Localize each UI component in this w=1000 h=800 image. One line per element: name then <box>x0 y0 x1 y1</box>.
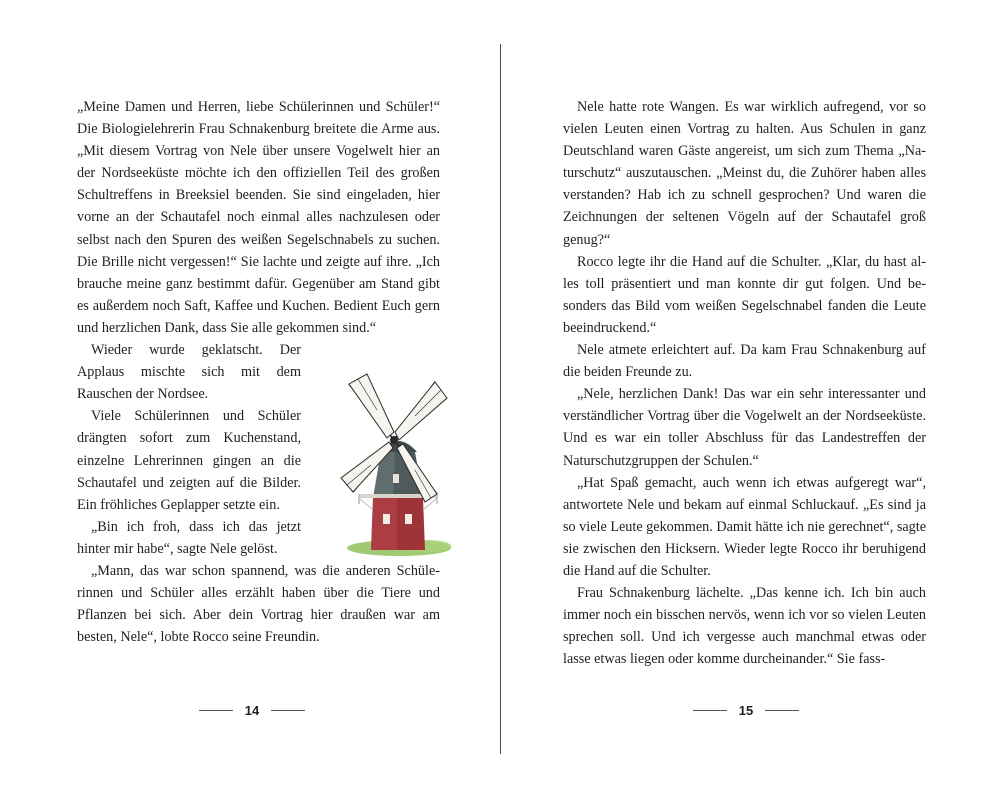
paragraph: Frau Schnakenburg lächelte. „Das kenne ich. Ich bin auch immer noch ein bisschen nervös, wenn ich vor so vielen Leuten sprechen soll. Und ich vergesse auch manchmal etwas oder lasse etwas liegen oder komme durcheinander.“ Sie fass- <box>563 585 926 668</box>
page-number-right <box>681 700 811 720</box>
paragraph: „Nele, herzlichen Dank! Das war ein sehr interessanter und verständlicher Vortrag über die Vogelwelt an der Nordseeküste. Und es war ein toller Abschluss für das Landestreffen der Naturschutzgruppen der Schulen.“ <box>563 386 926 469</box>
folio-rule <box>199 710 233 711</box>
paragraph: „Bin ich froh, dass ich das jetzt hinter mir habe“, sagte Nele gelöst. <box>77 518 301 557</box>
windmill-icon <box>337 370 457 560</box>
paragraph: Viele Schülerinnen und Schüler drängten sofort zum Kuchenstand, einzelne Lehrerinnen gingen an die Schautafel und zeigten auf die Bilder. Ein fröhliches Geplapper setzte ein. <box>77 408 301 513</box>
paragraph: Nele hatte rote Wangen. Es war wirklich aufregend, vor so vielen Leuten einen Vortrag zu halten. Aus Schulen in ganz Deutschland waren Gäste angereist, um sich zum Thema „Naturschutz“ auszutauschen. „Meinst du, die Zuhörer haben alles verstanden? Hab ich zu schnell gesprochen? Und waren die Zeichnungen der seltenen Vögeln auf der Schautafel groß genug?“ <box>563 99 926 248</box>
page-number: 14 <box>244 702 260 718</box>
folio-rule <box>693 710 727 711</box>
paragraph: Wieder wurde geklatscht. Der Applaus mischte sich mit dem Rauschen der Nordsee. <box>77 342 301 403</box>
paragraph: „Meine Damen und Herren, liebe Schülerinnen und Schüler!“ Die Biologielehrerin Frau Schnakenburg breitete die Arme aus. „Mit diesem Vortrag von Nele über unsere Vogelwelt hier an der Nordseeküste möchte ich den offiziellen Teil des großen Schultreffens in Breeksiel beenden. Sie sind eingeladen, hier vorne an der Schautafel noch einmal alles nachzulesen oder selbst nach den Spuren des weißen Segelschnabels zu suchen. Die Brille nicht vergessen!“ Sie lachte und zeigte auf ihre. „Ich brauche meine ganz bestimmt dafür. Gegenüber am Stand gibt es außerdem noch Saft, Kaffee und Kuchen. Bedient Euch gern und herzlichen Dank, dass Sie alle gekommen sind.“ <box>77 99 440 336</box>
paragraph: „Hat Spaß gemacht, auch wenn ich etwas aufgeregt war“, antwortete Nele und bekam auf einmal Schluckauf. „Es sind ja so viele Leute gekommen. Damit hätte ich nie gerechnet“, sagte sie zwischen den Hicksern. Wieder legte Rocco ihr beruhigend die Hand auf die Schulter. <box>563 474 926 579</box>
folio-rule <box>271 710 305 711</box>
left-page <box>77 96 440 648</box>
page-number-left <box>187 700 317 720</box>
paragraph: Rocco legte ihr die Hand auf die Schulter. „Klar, du hast alles toll präsentiert und man konnte dir gut folgen. Und besonders das Bild vom weißen Segelschnabel fanden die Leute beeindruckend.“ <box>563 253 926 336</box>
page-number: 15 <box>738 702 754 718</box>
right-page <box>563 96 926 670</box>
spread-divider <box>500 44 501 754</box>
folio-rule <box>765 710 799 711</box>
paragraph: „Mann, das war schon spannend, was die anderen Schülerinnen und Schüler alles erzählt haben über die Tiere und Pflanzen bei sich. Aber dein Vortrag hier draußen war am besten, Nele“, lobte Rocco seine Freundin. <box>77 562 440 646</box>
paragraph: Nele atmete erleichtert auf. Da kam Frau Schnakenburg auf die beiden Freunde zu. <box>563 342 926 381</box>
